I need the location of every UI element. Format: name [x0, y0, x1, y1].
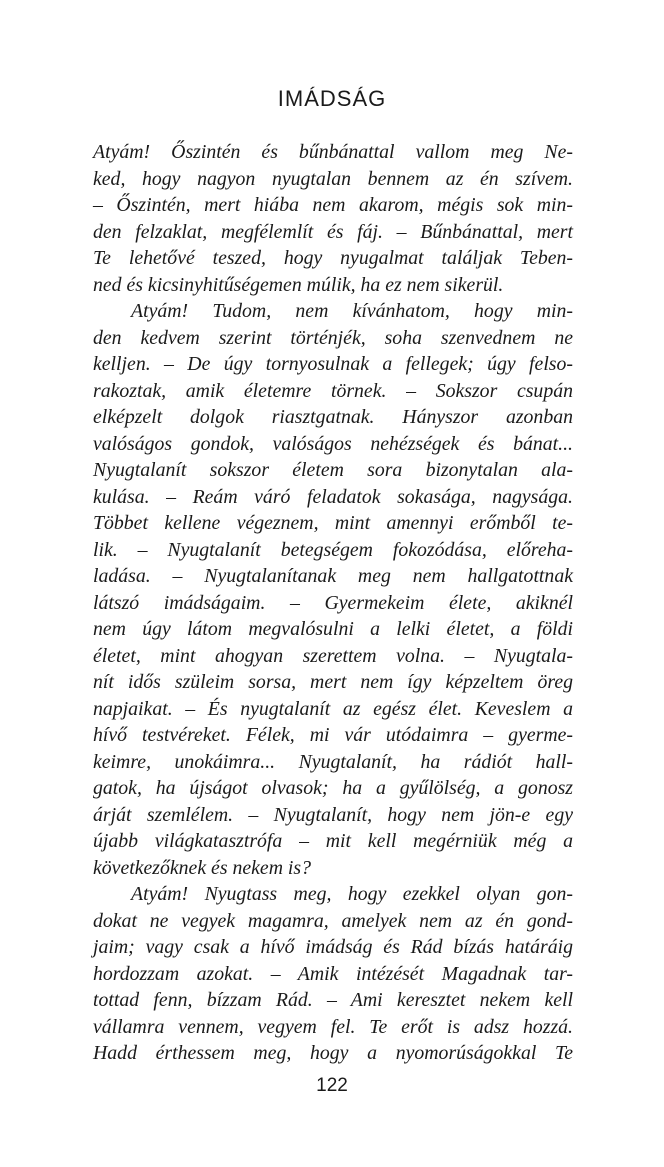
text-line: Többet kellene végeznem, mint amennyi erőmből te- — [93, 512, 573, 534]
text-line: következőknek és nekem is? — [93, 856, 312, 879]
text-line: rakoztak, amik életemre törnek. – Sokszor csupán — [93, 379, 573, 402]
text-line: den felzaklat, megfélemlít és fáj. – Bűnbánattal, mert — [93, 220, 573, 243]
text-line: Atyám! Nyugtass meg, hogy ezekkel olyan gon- — [131, 883, 573, 905]
text-line: keimre, unokáimra... Nyugtalanít, ha rádiót hall- — [93, 750, 573, 773]
text-line: Te lehetővé teszed, hogy nyugalmat találjak Teben- — [93, 247, 573, 269]
text-line: nít idős szüleim sorsa, mert nem így képzeltem öreg — [93, 671, 573, 693]
text-line: den kedvem szerint történjék, soha szenvednem ne — [93, 326, 573, 349]
page-title: IMÁDSÁG — [277, 86, 387, 111]
text-line: árját szemlélem. – Nyugtalanít, hogy nem jön-e egy — [93, 803, 573, 826]
text-line: Atyám! Tudom, nem kívánhatom, hogy min- — [131, 300, 573, 322]
body-text — [93, 139, 573, 1067]
text-line: nem úgy látom megvalósulni a lelki életet, a földi — [93, 618, 573, 640]
text-line: ladása. – Nyugtalanítanak meg nem hallgatottnak — [93, 565, 573, 587]
text-line: kulása. – Reám váró feladatok sokasága, nagysága. — [93, 485, 573, 508]
text-line: elképzelt dolgok riasztgatnak. Hányszor azonban — [93, 406, 573, 428]
text-line: vállamra vennem, vegyem fel. Te erőt is adsz hozzá. — [93, 1015, 573, 1038]
text-line: – Őszintén, mert hiába nem akarom, mégis sok min- — [93, 194, 573, 216]
text-line: életet, mint ahogyan szerettem volna. – Nyugtala- — [93, 644, 573, 667]
text-line: valóságos gondok, valóságos nehézségek és bánat... — [93, 432, 573, 455]
text-line: Hadd érthessem meg, hogy a nyomorúságokkal Te — [93, 1042, 573, 1064]
text-line: napjaikat. – És nyugtalanít az egész élet. Keveslem a — [93, 697, 573, 720]
text-line: dokat ne vegyek magamra, amelyek nem az én gond- — [93, 909, 573, 932]
paragraph-3 — [93, 881, 573, 1067]
text-line: lik. – Nyugtalanít betegségem fokozódása, előreha- — [93, 538, 573, 561]
paragraph-2 — [93, 298, 573, 881]
text-line: tottad fenn, bízzam Rád. – Ami keresztet nekem kell — [93, 989, 573, 1011]
text-line: újabb világkatasztrófa – mit kell megérniük még a — [93, 830, 573, 852]
text-line: hordozzam azokat. – Amik intézését Magadnak tar- — [93, 962, 573, 985]
text-line: kelljen. – De úgy tornyosulnak a fellegek; úgy felso- — [93, 353, 573, 375]
page-number: 122 — [316, 1075, 348, 1096]
text-line: látszó imádságaim. – Gyermekeim élete, akiknél — [93, 591, 573, 614]
text-line: ned és kicsinyhitűségemen múlik, ha ez nem sikerül. — [93, 273, 504, 296]
text-line: Nyugtalanít sokszor életem sora bizonytalan ala- — [93, 459, 573, 481]
text-line: gatok, ha újságot olvasok; ha a gyűlölség, a gonosz — [93, 777, 573, 799]
text-line: hívő testvéreket. Félek, mi vár utódaimra – gyerme- — [93, 724, 573, 746]
text-line: jaim; vagy csak a hívő imádság és Rád bízás határáig — [93, 936, 573, 958]
paragraph-1 — [93, 139, 573, 298]
text-line: ked, hogy nagyon nyugtalan bennem az én szívem. — [93, 167, 573, 190]
text-line: Atyám! Őszintén és bűnbánattal vallom meg Ne- — [93, 141, 573, 163]
